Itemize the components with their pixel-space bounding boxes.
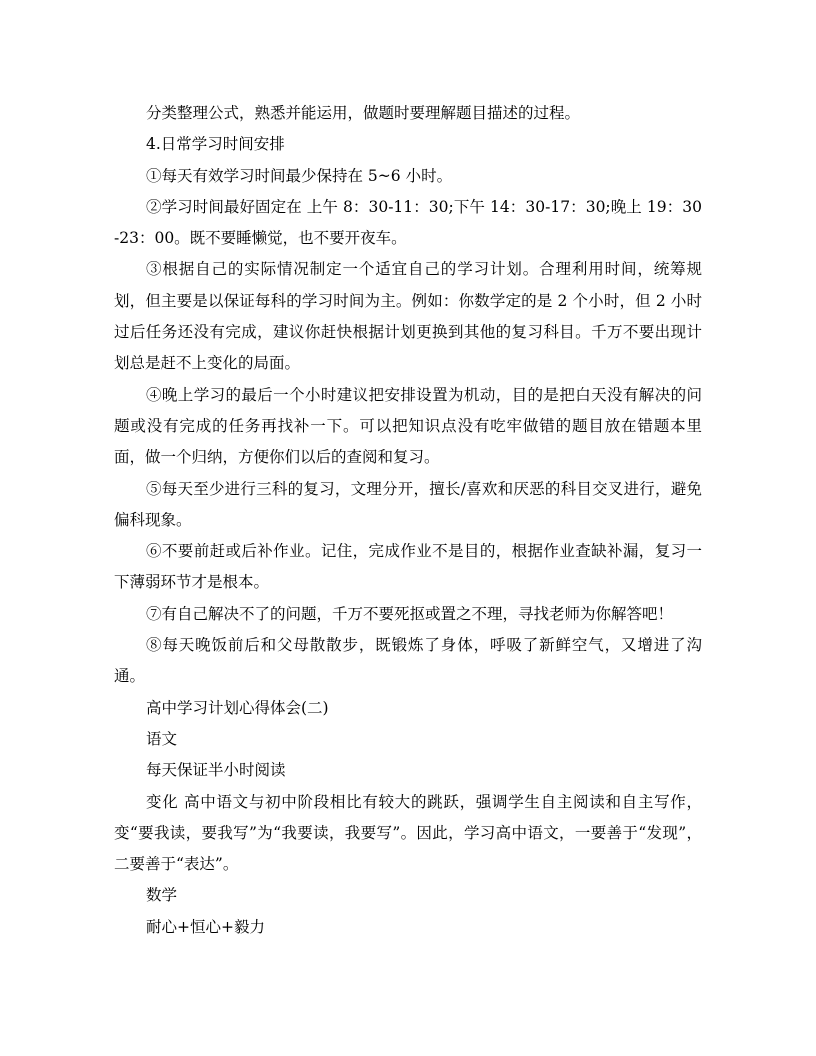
paragraph-item-3: ③根据自己的实际情况制定一个适宜自己的学习计划。合理利用时间，统筹规划，但主要是以保证每科的学习时间为主。例如：你数学定的是 2 个小时，但 2 小时过后任务还没有完成，建议你赶快根据计划更换到其他的复习科目。千万不要出现计划总是赶不上变化的局面。 <box>114 260 702 373</box>
document-body <box>114 98 702 943</box>
subheading-daily-reading: 每天保证半小时阅读 <box>146 761 286 780</box>
paragraph-item-6: ⑥不要前赶或后补作业。记住，完成作业不是目的，根据作业查缺补漏，复习一下薄弱环节才是根本。 <box>114 542 702 592</box>
paragraph-item-1: ①每天有效学习时间最少保持在 5~6 小时。 <box>146 166 453 185</box>
paragraph-item-4: ④晚上学习的最后一个小时建议把安排设置为机动，目的是把白天没有解决的问题或没有完成的任务再找补一下。可以把知识点没有吃牢做错的题目放在错题本里面，做一个归纳，方便你们以后的查阅和复习。 <box>114 385 702 467</box>
paragraph-item-7: ⑦有自己解决不了的问题，千万不要死抠或置之不理，寻找老师为你解答吧！ <box>146 604 674 623</box>
paragraph-formula-summary: 分类整理公式，熟悉并能运用，做题时要理解题目描述的过程。 <box>146 104 581 122</box>
section-heading-daily-schedule: 4.日常学习时间安排 <box>146 135 285 154</box>
paragraph-item-8: ⑧每天晚饭前后和父母散散步，既锻炼了身体，呼吸了新鲜空气，又增进了沟通。 <box>114 636 702 686</box>
subject-heading-math: 数学 <box>146 886 178 905</box>
subject-heading-chinese: 语文 <box>146 729 178 748</box>
paragraph-chinese-change: 变化 高中语文与初中阶段相比有较大的跳跃，强调学生自主阅读和自主写作，变“要我读，要我写”为“我要读，我要写”。因此，学习高中语文，一要善于“发现”，二要善于“表达”。 <box>114 792 702 874</box>
subheading-math-qualities: 耐心+恒心+毅力 <box>146 917 265 936</box>
paragraph-item-2: ②学习时间最好固定在 上午 8：30-11：30;下午 14：30-17：30;晚上 19：30-23：00。既不要睡懒觉，也不要开夜车。 <box>114 197 702 248</box>
section-heading-part-two: 高中学习计划心得体会(二) <box>146 698 329 717</box>
paragraph-item-5: ⑤每天至少进行三科的复习，文理分开，擅长/喜欢和厌恶的科目交叉进行，避免偏科现象。 <box>114 479 702 529</box>
